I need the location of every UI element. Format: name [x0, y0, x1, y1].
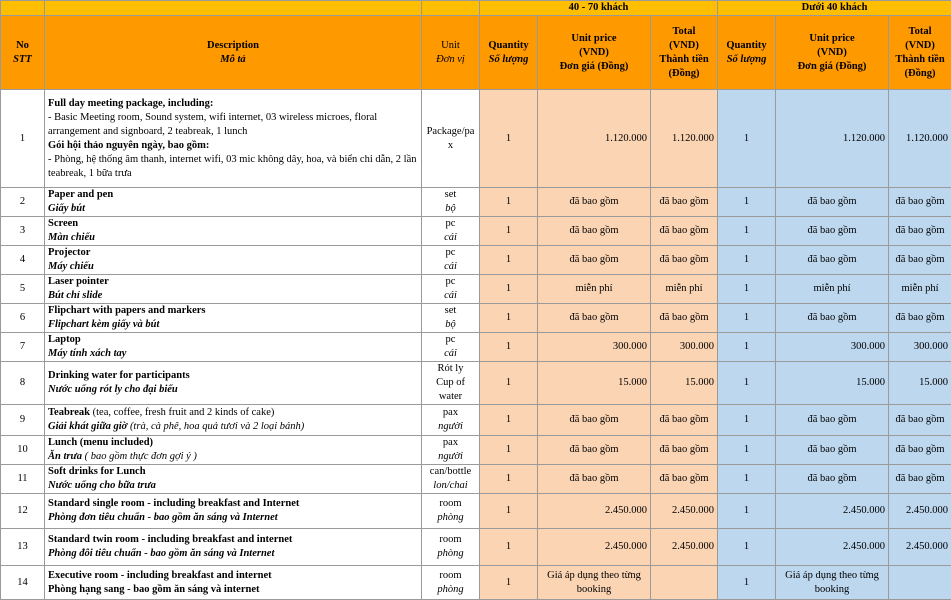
row-price-a: đã bao gồm	[538, 436, 651, 465]
no-header	[1, 16, 45, 90]
row-qty-b: 1	[718, 246, 776, 275]
table-row	[1, 304, 951, 333]
row-price-a: đã bao gồm	[538, 217, 651, 246]
row-price-b: đã bao gồm	[776, 304, 889, 333]
row-number: 7	[1, 333, 45, 362]
row-total-b: 300.000	[889, 333, 951, 362]
row-total-a: đã bao gồm	[651, 246, 718, 275]
row-title-vi: Màn chiếu	[48, 232, 95, 243]
row-total-b: đã bao gồm	[889, 465, 951, 494]
table-row	[1, 465, 951, 494]
table-row	[1, 362, 951, 405]
total-header-vi-currency: (Đồng)	[904, 67, 936, 79]
group-under-40-header: Dưới 40 khách	[718, 1, 951, 16]
table-row	[1, 275, 951, 304]
row-total-a	[651, 566, 718, 600]
table-row	[1, 90, 951, 188]
row-qty-b: 1	[718, 275, 776, 304]
unit-price-header-currency: (VND)	[817, 46, 847, 58]
row-unit	[422, 436, 480, 465]
column-header-row	[1, 16, 951, 90]
row-description	[45, 275, 422, 304]
row-unit-vi: cái	[444, 261, 457, 272]
table-row	[1, 436, 951, 465]
row-title-vi: Giấy bút	[48, 203, 86, 214]
quantity-header-vi: Số lượng	[726, 53, 767, 65]
row-number: 13	[1, 529, 45, 566]
unit-header	[422, 16, 480, 90]
row-unit-en: Rót ly	[437, 363, 464, 374]
row-unit-vi: Cup of water	[436, 377, 465, 402]
row-title-vi: Nước uống rót ly cho đại biểu	[48, 384, 178, 395]
row-qty-a: 1	[480, 494, 538, 529]
row-qty-b: 1	[718, 90, 776, 188]
row-price-a: đã bao gồm	[538, 188, 651, 217]
row-unit-en: pc	[445, 247, 456, 258]
table-row	[1, 405, 951, 436]
row-description	[45, 188, 422, 217]
row-title-en: Laser pointer	[48, 276, 109, 287]
row-price-b: 1.120.000	[776, 90, 889, 188]
row-detail-vi: - Phòng, hệ thống âm thanh, internet wifi, 03 mic không dây, hoa, và biển chỉ dẫn, 2 lần teabreak, 1 bữa trưa	[48, 153, 417, 179]
row-number: 1	[1, 90, 45, 188]
row-qty-a: 1	[480, 362, 538, 405]
row-description	[45, 436, 422, 465]
row-qty-a: 1	[480, 405, 538, 436]
row-unit-vi: lon/chai	[433, 480, 468, 491]
row-price-b: 2.450.000	[776, 529, 889, 566]
row-price-b: đã bao gồm	[776, 217, 889, 246]
row-description	[45, 217, 422, 246]
row-price-a: 1.120.000	[538, 90, 651, 188]
unit-price-header-a	[538, 16, 651, 90]
row-unit	[422, 275, 480, 304]
row-unit-en: room	[439, 569, 462, 581]
row-title-vi: Nước uống cho bữa trưa	[48, 480, 156, 491]
row-total-a: 300.000	[651, 333, 718, 362]
row-total-b: đã bao gồm	[889, 246, 951, 275]
row-unit-vi: người	[438, 421, 463, 432]
row-qty-a: 1	[480, 566, 538, 600]
row-title-vi-extra: ( bao gồm thực đơn gợi ý )	[82, 451, 197, 462]
row-title-vi: Máy tính xách tay	[48, 348, 127, 359]
row-number: 11	[1, 465, 45, 494]
quantity-header-b	[718, 16, 776, 90]
row-total-a: 15.000	[651, 362, 718, 405]
row-total-a: đã bao gồm	[651, 217, 718, 246]
unit-header-vi: Đơn vị	[436, 53, 465, 65]
row-qty-a: 1	[480, 529, 538, 566]
total-header-vi-currency: (Đồng)	[668, 67, 700, 79]
row-unit-en: pc	[445, 276, 456, 287]
row-price-a: 300.000	[538, 333, 651, 362]
row-unit-vi: x	[447, 139, 454, 151]
row-title-vi: Phòng hạng sang - bao gồm ăn sáng và internet	[48, 583, 260, 595]
row-total-b: đã bao gồm	[889, 304, 951, 333]
row-number: 5	[1, 275, 45, 304]
row-title-vi: Máy chiếu	[48, 261, 94, 272]
row-title-en: Standard single room - including breakfast and Internet	[48, 498, 300, 509]
row-price-b: 2.450.000	[776, 494, 889, 529]
row-title-en: Flipchart with papers and markers	[48, 305, 206, 316]
row-price-b: đã bao gồm	[776, 188, 889, 217]
row-qty-b: 1	[718, 304, 776, 333]
row-unit	[422, 304, 480, 333]
blank-header-cell	[45, 1, 422, 16]
total-header-en: Total	[672, 25, 696, 37]
quantity-header-vi: Số lượng	[488, 53, 529, 65]
row-unit	[422, 566, 480, 600]
row-qty-b: 1	[718, 529, 776, 566]
row-qty-a: 1	[480, 465, 538, 494]
row-description	[45, 566, 422, 600]
row-unit-en: pc	[445, 334, 456, 345]
total-header-vi: Thành tiền	[895, 53, 945, 65]
row-title-vi: Ăn trưa	[48, 451, 83, 462]
row-unit	[422, 362, 480, 405]
row-total-a: đã bao gồm	[651, 188, 718, 217]
row-number: 8	[1, 362, 45, 405]
row-title-en: Paper and pen	[48, 189, 114, 200]
row-description	[45, 529, 422, 566]
row-unit	[422, 333, 480, 362]
row-price-a: miễn phí	[538, 275, 651, 304]
row-total-b: miễn phí	[889, 275, 951, 304]
row-total-b: đã bao gồm	[889, 188, 951, 217]
row-unit-en: pax	[442, 407, 459, 418]
row-number: 3	[1, 217, 45, 246]
row-total-a: đã bao gồm	[651, 405, 718, 436]
row-title-vi: Flipchart kèm giấy và bút	[48, 319, 160, 330]
row-title-en: Screen	[48, 218, 79, 229]
row-title-en: Lunch (menu included)	[48, 437, 154, 448]
row-title-vi-extra: (trà, cà phê, hoa quả tươi và 2 loại bánh)	[127, 421, 305, 432]
row-number: 14	[1, 566, 45, 600]
row-unit	[422, 188, 480, 217]
unit-price-header-en: Unit price	[809, 32, 855, 44]
row-total-a: 2.450.000	[651, 494, 718, 529]
row-title-en: Soft drinks for Lunch	[48, 466, 146, 477]
row-detail-en: - Basic Meeting room, Sound system, wifi internet, 03 wireless microes, floral arrangement and signboard, 2 teabreak, 1 lunch	[48, 111, 378, 137]
row-total-a: 2.450.000	[651, 529, 718, 566]
row-unit-vi: phòng	[437, 512, 464, 523]
unit-header-en: Unit	[441, 39, 460, 51]
row-unit-en: pc	[445, 218, 456, 229]
row-unit-en: room	[439, 498, 462, 509]
row-qty-b: 1	[718, 362, 776, 405]
no-header-en: No	[16, 39, 29, 51]
unit-price-header-vi: Đơn giá (Đồng)	[559, 60, 629, 72]
row-qty-a: 1	[480, 217, 538, 246]
row-price-a: đã bao gồm	[538, 246, 651, 275]
row-qty-a: 1	[480, 304, 538, 333]
row-qty-b: 1	[718, 566, 776, 600]
table-row	[1, 188, 951, 217]
unit-price-header-b	[776, 16, 889, 90]
row-price-b: đã bao gồm	[776, 405, 889, 436]
row-title-vi: Bút chỉ slide	[48, 290, 103, 301]
row-unit-vi: người	[438, 451, 463, 462]
row-unit-vi: phòng	[437, 548, 464, 559]
row-qty-b: 1	[718, 333, 776, 362]
row-total-a: 1.120.000	[651, 90, 718, 188]
row-total-b: đã bao gồm	[889, 217, 951, 246]
row-title-en-extra: (tea, coffee, fresh fruit and 2 kinds of cake)	[90, 407, 275, 418]
quantity-header-en: Quantity	[726, 39, 767, 51]
row-qty-a: 1	[480, 275, 538, 304]
row-price-b: Giá áp dụng theo từng booking	[776, 566, 889, 600]
row-title-vi: Phòng đơn tiêu chuẩn - bao gồm ăn sáng và Internet	[48, 512, 278, 523]
unit-price-header-currency: (VND)	[579, 46, 609, 58]
row-description	[45, 362, 422, 405]
row-total-b: 1.120.000	[889, 90, 951, 188]
row-unit	[422, 90, 480, 188]
row-unit	[422, 529, 480, 566]
row-unit-en: set	[444, 189, 457, 200]
row-title-vi: Gói hội thảo nguyên ngày, bao gồm:	[48, 139, 210, 151]
row-qty-b: 1	[718, 405, 776, 436]
row-title-vi: Giải khát giữa giờ	[48, 421, 128, 432]
quantity-header-a	[480, 16, 538, 90]
unit-price-header-en: Unit price	[571, 32, 617, 44]
row-price-a: 2.450.000	[538, 529, 651, 566]
row-unit-en: Package/pa	[426, 125, 475, 137]
quantity-header-en: Quantity	[488, 39, 529, 51]
row-unit-vi: cái	[444, 232, 457, 243]
row-total-a: đã bao gồm	[651, 436, 718, 465]
row-title-vi: Phòng đôi tiêu chuẩn - bao gồm ăn sáng và Internet	[48, 548, 275, 559]
row-description	[45, 246, 422, 275]
total-header-en: Total	[908, 25, 932, 37]
row-unit-vi: bộ	[445, 203, 456, 214]
row-unit	[422, 465, 480, 494]
row-price-b: 300.000	[776, 333, 889, 362]
row-price-a: đã bao gồm	[538, 465, 651, 494]
row-price-a: 15.000	[538, 362, 651, 405]
row-qty-a: 1	[480, 90, 538, 188]
description-header	[45, 16, 422, 90]
row-total-b: đã bao gồm	[889, 436, 951, 465]
total-header-vi: Thành tiền	[659, 53, 709, 65]
row-number: 10	[1, 436, 45, 465]
row-total-a: đã bao gồm	[651, 465, 718, 494]
row-price-b: đã bao gồm	[776, 465, 889, 494]
row-qty-b: 1	[718, 217, 776, 246]
row-total-a: đã bao gồm	[651, 304, 718, 333]
row-price-a: 2.450.000	[538, 494, 651, 529]
table-row	[1, 494, 951, 529]
row-description	[45, 304, 422, 333]
row-unit-en: room	[439, 534, 462, 545]
row-qty-b: 1	[718, 494, 776, 529]
total-header-a	[651, 16, 718, 90]
blank-header-cell	[422, 1, 480, 16]
row-number: 2	[1, 188, 45, 217]
row-qty-a: 1	[480, 333, 538, 362]
table-row	[1, 246, 951, 275]
row-total-b: 2.450.000	[889, 494, 951, 529]
table-row	[1, 529, 951, 566]
row-price-a: Giá áp dụng theo từng booking	[538, 566, 651, 600]
row-description	[45, 90, 422, 188]
no-header-vi: STT	[13, 53, 32, 65]
row-qty-b: 1	[718, 465, 776, 494]
row-title-en: Projector	[48, 247, 91, 258]
row-price-a: đã bao gồm	[538, 405, 651, 436]
row-unit	[422, 246, 480, 275]
row-qty-b: 1	[718, 436, 776, 465]
row-unit-vi: cái	[444, 348, 457, 359]
row-title-en: Executive room - including breakfast and internet	[48, 569, 272, 581]
row-total-b	[889, 566, 951, 600]
row-unit-vi: phòng	[437, 583, 464, 595]
total-header-currency: (VND)	[669, 39, 699, 51]
row-title-en: Laptop	[48, 334, 81, 345]
row-price-b: miễn phí	[776, 275, 889, 304]
row-unit-en: set	[444, 305, 457, 316]
group-40-70-header: 40 - 70 khách	[480, 1, 718, 16]
row-unit-en: can/bottle	[429, 466, 472, 477]
row-qty-a: 1	[480, 188, 538, 217]
table-row	[1, 566, 951, 600]
row-number: 4	[1, 246, 45, 275]
row-unit	[422, 405, 480, 436]
row-qty-b: 1	[718, 188, 776, 217]
row-title-en: Full day meeting package, including:	[48, 97, 214, 109]
unit-price-header-vi: Đơn giá (Đồng)	[797, 60, 867, 72]
total-header-b	[889, 16, 951, 90]
row-unit-en: pax	[442, 437, 459, 448]
blank-header-cell	[1, 1, 45, 16]
description-header-vi: Mô tả	[220, 53, 246, 65]
row-unit	[422, 217, 480, 246]
row-price-a: đã bao gồm	[538, 304, 651, 333]
row-qty-a: 1	[480, 436, 538, 465]
row-price-b: 15.000	[776, 362, 889, 405]
row-description	[45, 333, 422, 362]
row-price-b: đã bao gồm	[776, 436, 889, 465]
row-description	[45, 465, 422, 494]
row-unit-vi: cái	[444, 290, 457, 301]
row-description	[45, 494, 422, 529]
total-header-currency: (VND)	[905, 39, 935, 51]
row-price-b: đã bao gồm	[776, 246, 889, 275]
table-row	[1, 333, 951, 362]
row-title-en: Drinking water for participants	[48, 370, 190, 381]
row-unit	[422, 494, 480, 529]
row-title-en: Teabreak	[48, 407, 91, 418]
group-header-row	[1, 1, 951, 16]
row-unit-vi: bộ	[445, 319, 456, 330]
row-total-a: miễn phí	[651, 275, 718, 304]
row-total-b: đã bao gồm	[889, 405, 951, 436]
row-total-b: 2.450.000	[889, 529, 951, 566]
row-title-en: Standard twin room - including breakfast and internet	[48, 534, 293, 545]
row-total-b: 15.000	[889, 362, 951, 405]
row-qty-a: 1	[480, 246, 538, 275]
table-row	[1, 217, 951, 246]
row-number: 6	[1, 304, 45, 333]
row-description	[45, 405, 422, 436]
row-number: 12	[1, 494, 45, 529]
description-header-en: Description	[207, 39, 259, 51]
row-number: 9	[1, 405, 45, 436]
